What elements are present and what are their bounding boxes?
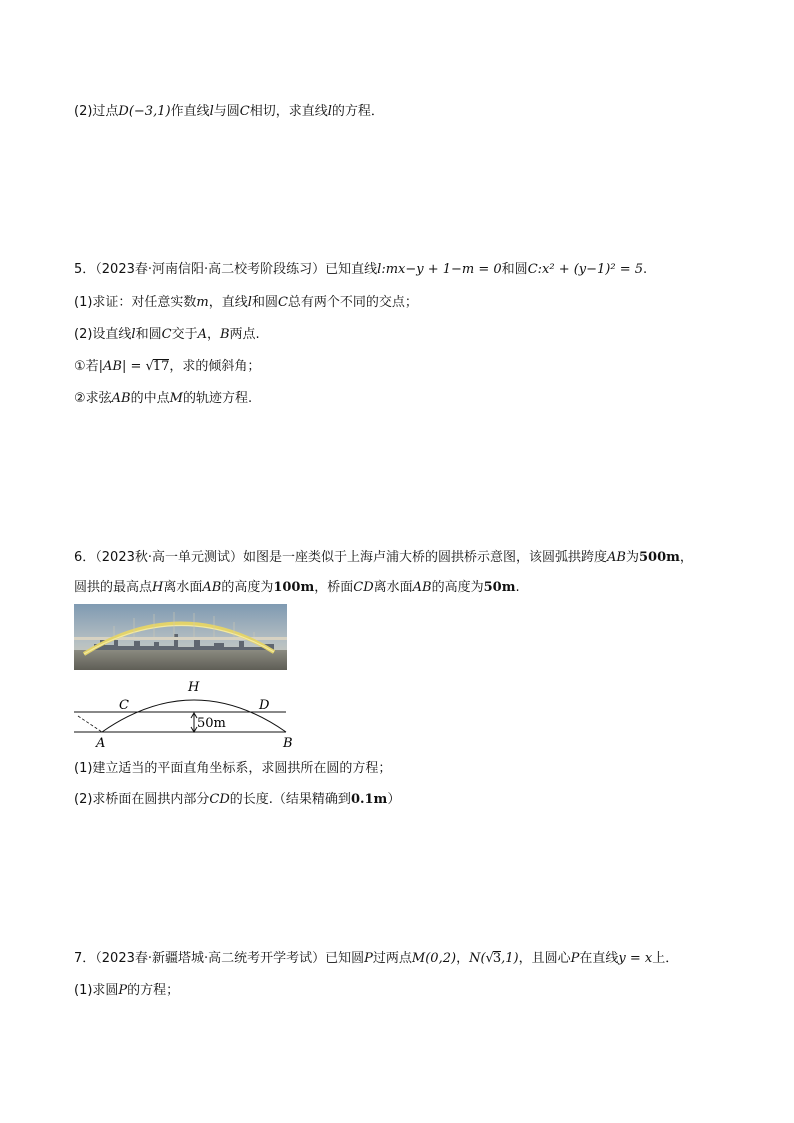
q5-sub2: ②求弦AB的中点M的轨迹方程. [74, 391, 253, 406]
q6-part1: (1)建立适当的平面直角坐标系，求圆拱所在圆的方程； [74, 761, 392, 776]
q4-part2: (2)过点D(−3,1)作直线l与圆C相切，求直线l的方程． [74, 104, 384, 119]
circle-equation: C:x² + (y−1)² = 5 [527, 262, 644, 277]
q5-stem: 5．（2023春·河南信阳·高二校考阶段练习）已知直线l:mx−y + 1−m = 0和圆C:x² + (y−1)² = 5. [74, 262, 648, 277]
bridge-photo [74, 604, 287, 670]
question-number: 7． [74, 951, 96, 966]
q7-part1: (1)求圆P的方程； [74, 983, 180, 998]
dimension-label: 50m [197, 716, 226, 731]
label-b: B [283, 736, 293, 750]
sqrt-sign: √ [145, 359, 154, 374]
bridge-photo-drawing [74, 604, 287, 670]
label-c: C [119, 698, 129, 713]
q7-stem: 7．（2023春·新疆塔城·高二统考开学考试）已知圆P过两点M(0,2)，N(√3,1)，且圆心P在直线y = x上． [74, 951, 679, 966]
q5-sub1: ①若|AB| = √17，求的倾斜角； [74, 359, 261, 374]
q5-part2: (2)设直线l和圆C交于A，B两点. [74, 327, 260, 342]
line-equation: l:mx−y + 1−m = 0 [377, 262, 502, 277]
question-source: （2023秋·高一单元测试） [95, 550, 243, 565]
dashed-line [78, 716, 102, 732]
label-h: H [188, 680, 200, 695]
q6-stem-line2: 圆拱的最高点H离水面AB的高度为100m，桥面CD离水面AB的高度为50m. [74, 580, 520, 595]
q6-part2: (2)求桥面在圆拱内部分CD的长度.（结果精确到0.1m） [74, 792, 401, 807]
question-source: （2023春·新疆塔城·高二统考开学考试） [95, 951, 326, 966]
question-source: （2023春·河南信阳·高二校考阶段练习） [95, 262, 326, 277]
q6-stem-line1: 6．（2023秋·高一单元测试）如图是一座类似于上海卢浦大桥的圆拱桥示意图，该圆弧拱跨度AB为500m， [74, 550, 693, 565]
label-a: A [96, 736, 106, 750]
bridge-diagram [72, 676, 298, 750]
sqrt-sign: √ [485, 951, 494, 966]
q5-part1: (1)求证：对任意实数m，直线l和圆C总有两个不同的交点； [74, 295, 418, 310]
label-d: D [259, 698, 270, 713]
question-number: 5． [74, 262, 96, 277]
question-number: 6． [74, 550, 96, 565]
bridge-diagram-drawing [72, 676, 298, 750]
